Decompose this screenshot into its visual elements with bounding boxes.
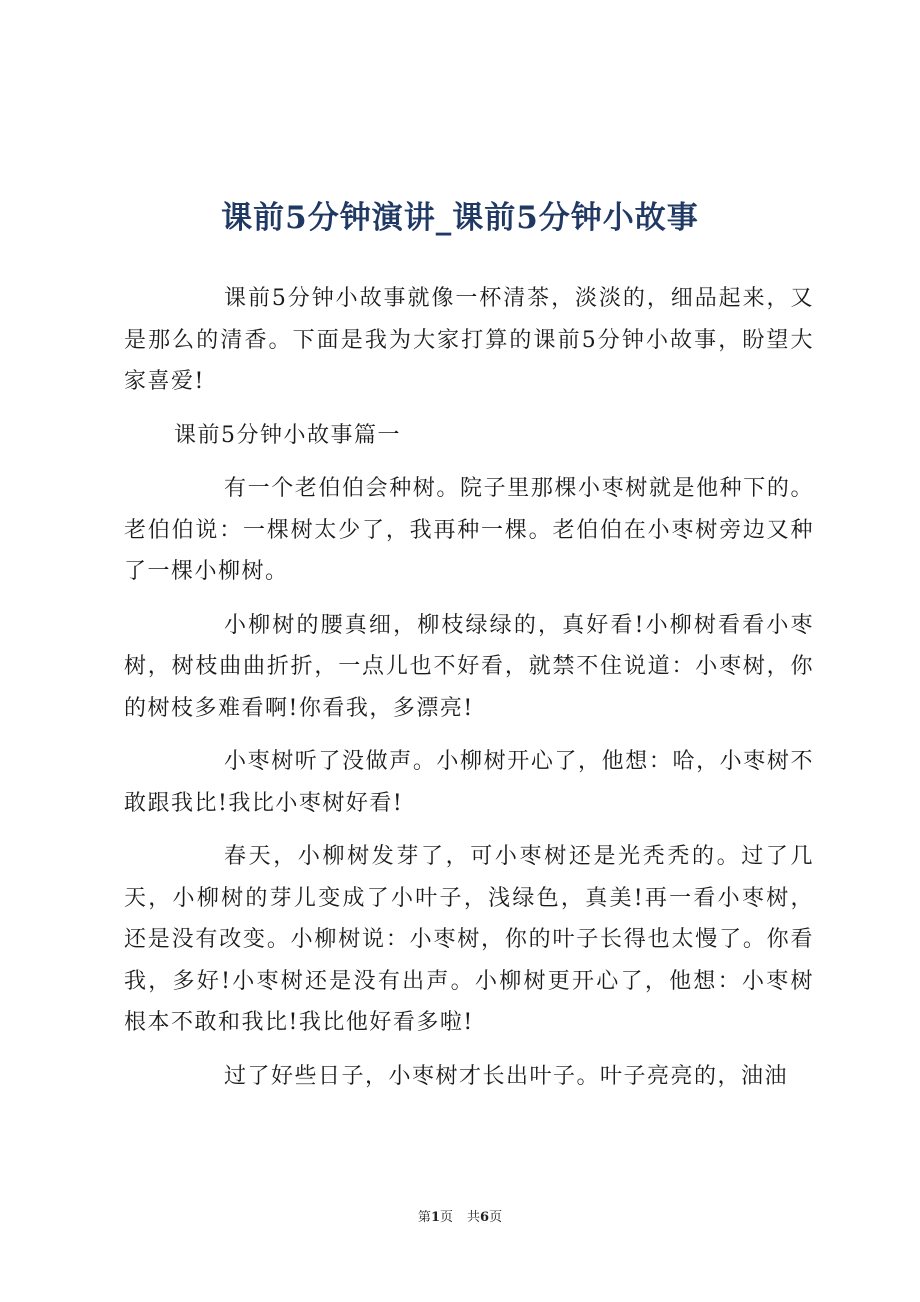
footer-page-total: 6 <box>480 1210 490 1225</box>
document-body <box>124 278 814 1109</box>
footer-total-prefix: 共 <box>467 1210 481 1225</box>
paragraph: 春天，小柳树发芽了，可小枣树还是光秃秃的。过了几天，小柳树的芽儿变成了小叶子，浅绿色，真美!再一看小枣树，还是没有改变。小柳树说：小枣树，你的叶子长得也太慢了。你看我，多好!小枣树还是没有出声。小柳树更开心了，他想：小枣树根本不敢和我比!我比他好看多啦! <box>124 844 814 1035</box>
footer-page-current: 1 <box>430 1210 440 1225</box>
paragraph-intro: 课前5分钟小故事就像一杯清茶，淡淡的，细品起来，又是那么的清香。下面是我为大家打算的课前5分钟小故事，盼望大家喜爱! <box>124 286 814 394</box>
paragraph: 过了好些日子，小枣树才长出叶子。叶子亮亮的，油油 <box>224 1063 789 1089</box>
section-heading: 课前5分钟小故事篇一 <box>174 422 401 448</box>
footer-page-prefix: 第 <box>417 1210 431 1225</box>
footer-page-suffix: 页 <box>439 1210 453 1225</box>
footer-total-suffix: 页 <box>489 1210 503 1225</box>
paragraph: 小枣树听了没做声。小柳树开心了，他想：哈，小枣树不敢跟我比!我比小枣树好看! <box>124 749 814 816</box>
paragraph: 有一个老伯伯会种树。院子里那棵小枣树就是他种下的。老伯伯说：一棵树太少了，我再种一棵。老伯伯在小枣树旁边又种了一棵小柳树。 <box>124 476 814 584</box>
paragraph: 小柳树的腰真细，柳枝绿绿的，真好看!小柳树看看小枣树，树枝曲曲折折，一点儿也不好看，就禁不住说道：小枣树，你的树枝多难看啊!你看我，多漂亮! <box>124 612 814 721</box>
page-footer <box>0 1206 920 1225</box>
document-title: 课前5分钟演讲_课前5分钟小故事 <box>221 200 699 236</box>
